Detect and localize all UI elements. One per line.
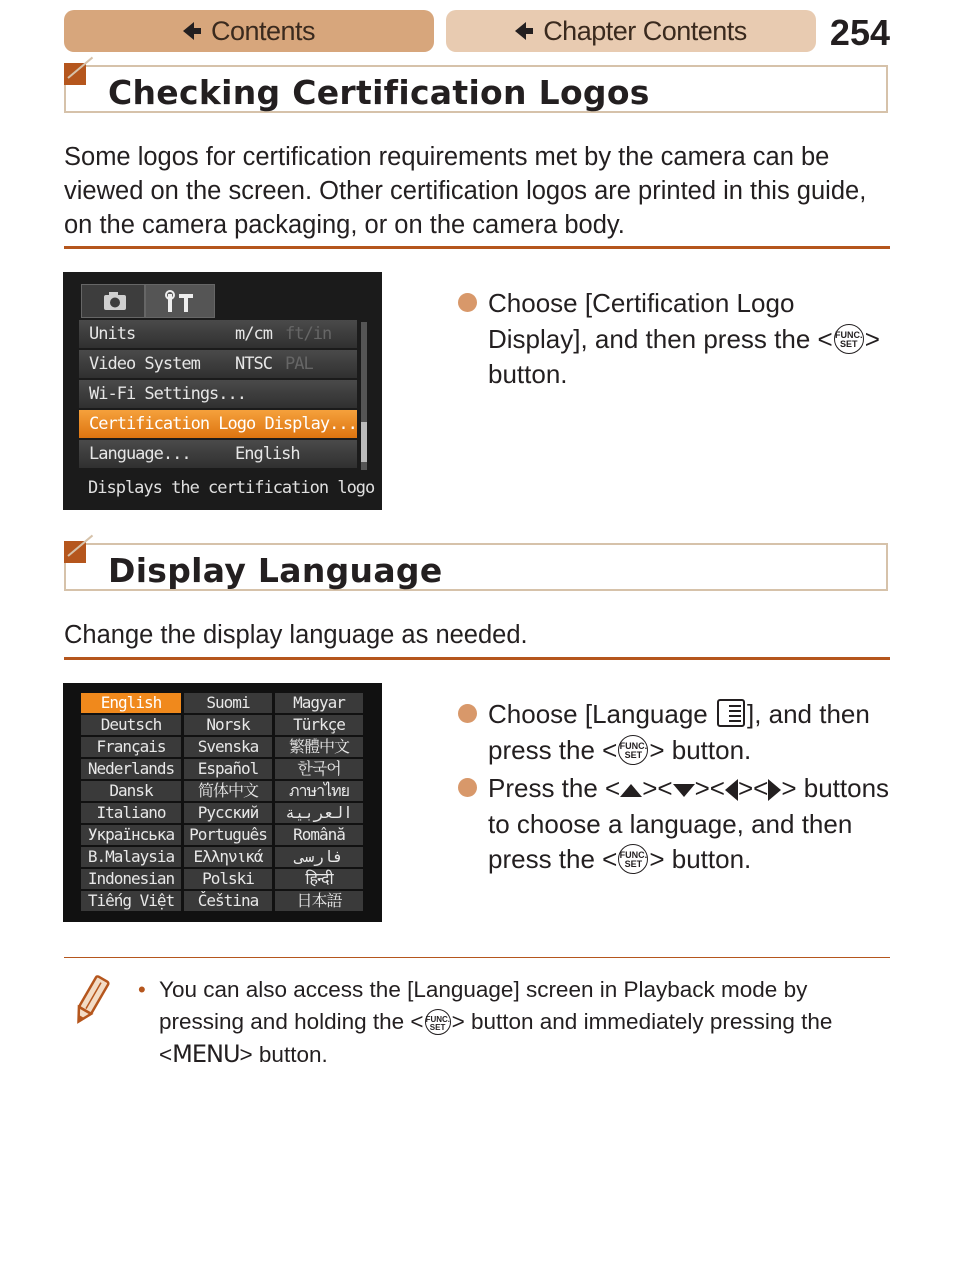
camera-tab	[81, 284, 145, 318]
menu-row-language: Language... English	[79, 440, 357, 468]
language-option: 繁體中文	[275, 737, 363, 757]
screen-status-text: Displays the certification logo	[88, 478, 375, 498]
func-set-button-icon: FUNC. SET	[618, 844, 648, 874]
contents-button[interactable]	[64, 10, 434, 52]
step-item: Choose [Certification Logo Display], and then press the < FUNC. SET > button.	[456, 286, 896, 393]
note: • You can also access the [Language] screen in Playback mode by pressing and holding the < FUNC. SET > button and immediately pressing the <MENU> button.	[138, 974, 898, 1071]
menu-row-certification-logo: Certification Logo Display...	[79, 410, 357, 438]
section-title-box	[64, 543, 888, 591]
language-option: Dansk	[81, 781, 181, 801]
func-set-button-icon: FUNC. SET	[834, 324, 864, 354]
menu-row-video-system: Video System NTSC PAL	[79, 350, 357, 378]
section-intro: Change the display language as needed.	[64, 621, 528, 649]
language-option: 简体中文	[184, 781, 272, 801]
camera-menu-screenshot	[63, 272, 382, 510]
left-arrow-icon	[725, 779, 738, 801]
arrow-left-icon	[515, 22, 537, 40]
language-option: Polski	[184, 869, 272, 889]
up-arrow-icon	[620, 784, 642, 797]
func-set-button-icon: FUNC. SET	[618, 735, 648, 765]
language-option: Português	[184, 825, 272, 845]
language-option: Italiano	[81, 803, 181, 823]
language-option: English	[81, 693, 181, 713]
contents-label: Contents	[210, 15, 316, 46]
steps-list	[456, 697, 896, 881]
note-divider	[64, 957, 890, 958]
wrench-icon	[146, 285, 216, 319]
language-grid	[81, 693, 363, 911]
section-title-box	[64, 65, 888, 113]
language-option: 한국어	[275, 759, 363, 779]
menu-row-units: Units m/cm ft/in	[79, 320, 357, 348]
note-bullet: •	[138, 977, 146, 1002]
language-option: Magyar	[275, 693, 363, 713]
language-option: Svenska	[184, 737, 272, 757]
bullet-dot	[458, 293, 477, 312]
chapter-contents-label: Chapter Contents	[543, 15, 747, 46]
divider	[64, 657, 890, 660]
language-option: Tiếng Việt	[81, 891, 181, 911]
language-option: Norsk	[184, 715, 272, 735]
section-title: Display Language	[108, 551, 443, 590]
language-screen-screenshot	[63, 683, 382, 922]
section-intro: Some logos for certification requirements met by the camera can be viewed on the screen. Other certification logos are printed in this guide, on the camera packaging, or on the camera body.	[64, 143, 867, 239]
pencil-icon	[68, 972, 114, 1028]
step-item: Choose [Language ], and then press the < FUNC. SET > button.	[456, 697, 896, 768]
scrollbar	[361, 322, 367, 470]
language-option: Română	[275, 825, 363, 845]
step-item: Press the < >< >< >< > buttons to choose a language, and then press the < FUNC. SET > button.	[456, 771, 896, 878]
language-option: فارسی	[275, 847, 363, 867]
language-icon	[717, 699, 745, 727]
language-option: Türkçe	[275, 715, 363, 735]
language-option: Nederlands	[81, 759, 181, 779]
divider	[64, 246, 890, 249]
page-number: 254	[829, 12, 890, 53]
right-arrow-icon	[768, 779, 781, 801]
language-option: Ελληνικά	[184, 847, 272, 867]
steps-list	[456, 286, 896, 396]
chapter-contents-button[interactable]	[446, 10, 816, 52]
language-option: Indonesian	[81, 869, 181, 889]
func-set-button-icon: FUNC. SET	[425, 1009, 451, 1035]
down-arrow-icon	[673, 784, 695, 797]
language-option: B.Malaysia	[81, 847, 181, 867]
language-option: Español	[184, 759, 272, 779]
language-option: Русский	[184, 803, 272, 823]
language-option: Suomi	[184, 693, 272, 713]
bullet-dot	[458, 704, 477, 723]
language-option: Français	[81, 737, 181, 757]
bullet-dot	[458, 778, 477, 797]
language-option: Čeština	[184, 891, 272, 911]
menu-row-wifi-settings: Wi-Fi Settings...	[79, 380, 357, 408]
language-option: 日本語	[275, 891, 363, 911]
camera-icon	[82, 285, 146, 319]
language-option: ภาษาไทย	[275, 781, 363, 801]
section-title: Checking Certification Logos	[108, 73, 650, 112]
language-option: Українська	[81, 825, 181, 845]
language-option: हिन्दी	[275, 869, 363, 889]
settings-tab	[145, 284, 215, 318]
language-option: العربية	[275, 803, 363, 823]
menu-button-label: MENU	[172, 1040, 240, 1068]
arrow-left-icon	[183, 22, 205, 40]
language-option: Deutsch	[81, 715, 181, 735]
